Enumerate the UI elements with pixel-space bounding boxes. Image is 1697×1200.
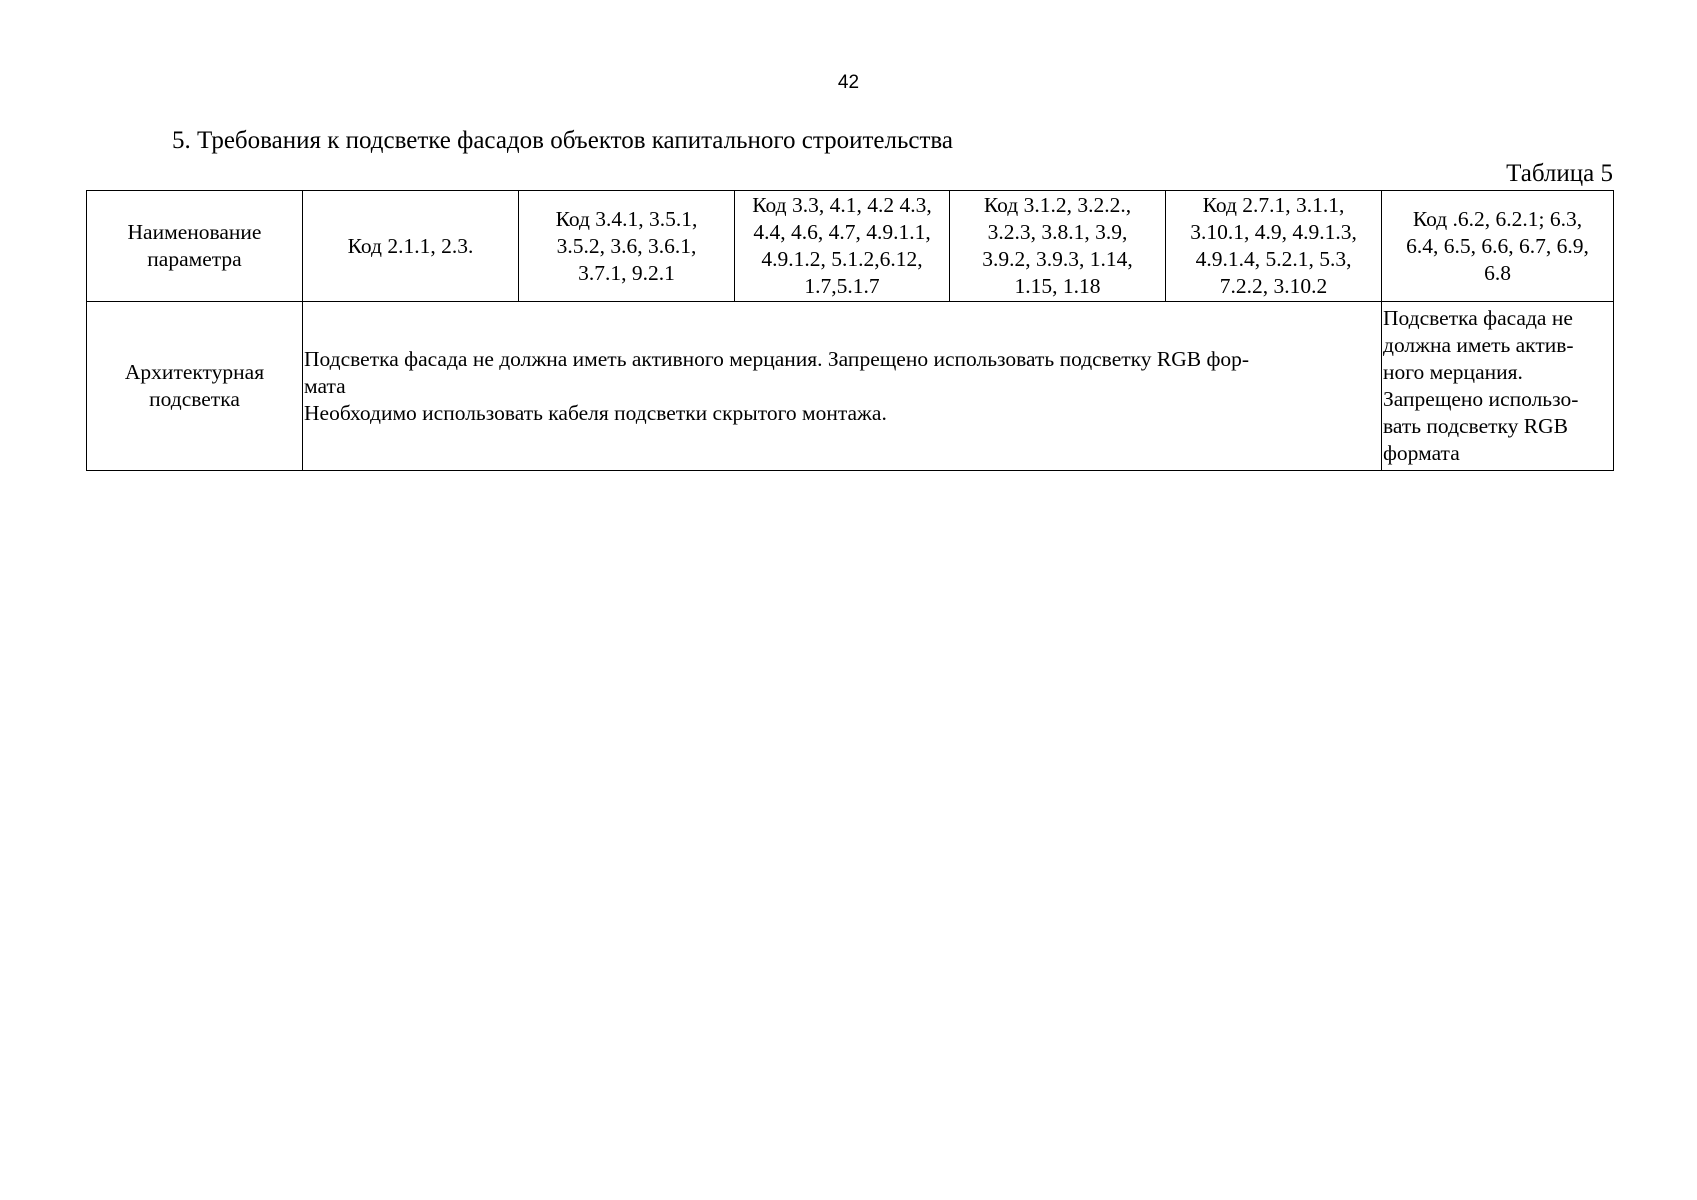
requirement-text-line: Подсветка фасада не	[1383, 306, 1573, 330]
header-code-line: Код 2.7.1, 3.1.1,	[1202, 193, 1345, 217]
section-title: 5. Требования к подсветке фасадов объектов капитального строительства	[172, 127, 953, 154]
header-code-line: 3.7.1, 9.2.1	[578, 260, 675, 285]
header-code-line: 4.4, 4.6, 4.7, 4.9.1.1,	[753, 220, 931, 244]
table-header-row	[87, 191, 1614, 302]
header-code-line: 1.7,5.1.7	[804, 274, 880, 298]
header-code-line: 4.9.1.4, 5.2.1, 5.3,	[1195, 247, 1352, 271]
row-last-requirement-cell	[1382, 302, 1614, 471]
requirement-text-line: Запрещено использо-	[1383, 387, 1579, 411]
header-code-line: 6.4, 6.5, 6.6, 6.7, 6.9,	[1406, 233, 1589, 258]
header-code-cell-4	[950, 191, 1166, 302]
requirement-text-line: вать подсветку RGB	[1383, 414, 1568, 438]
table-caption: Таблица 5	[1506, 160, 1613, 187]
requirement-text-line: ного мерцания.	[1383, 360, 1523, 384]
header-code-line: 1.15, 1.18	[1014, 274, 1101, 298]
header-code-line: 7.2.2, 3.10.2	[1219, 274, 1328, 298]
requirements-table	[86, 190, 1614, 471]
requirement-text-line: должна иметь актив-	[1383, 333, 1574, 357]
header-param-name-line: параметра	[147, 247, 242, 271]
header-param-name-line: Наименование	[127, 220, 262, 244]
header-code-line: 3.5.2, 3.6, 3.6.1,	[556, 233, 697, 258]
requirement-text-line: Необходимо использовать кабеля подсветки скрытого монтажа.	[304, 400, 887, 425]
row-main-requirement-cell	[303, 302, 1382, 471]
header-code-cell-1	[303, 191, 519, 302]
page-number: 42	[837, 72, 860, 93]
requirement-text-line: формата	[1383, 441, 1460, 465]
header-code-line: 4.9.1.2, 5.1.2,6.12,	[761, 247, 923, 271]
row-param-name-cell	[87, 302, 303, 471]
header-code-line: Код 3.1.2, 3.2.2.,	[983, 193, 1132, 217]
header-code-line: 6.8	[1484, 260, 1511, 285]
header-code-cell-2	[519, 191, 735, 302]
table-row	[87, 302, 1614, 471]
header-code-cell-3	[735, 191, 950, 302]
header-code-cell-5	[1166, 191, 1382, 302]
requirement-text-line: Подсветка фасада не должна иметь активного мерцания. Запрещено использовать подсветку RGB фор-	[304, 346, 1250, 371]
header-code-line: Код .6.2, 6.2.1; 6.3,	[1412, 206, 1583, 231]
header-code-line: Код 3.4.1, 3.5.1,	[555, 206, 698, 231]
header-code-line: 3.10.1, 4.9, 4.9.1.3,	[1190, 220, 1357, 244]
header-param-name-cell	[87, 191, 303, 302]
header-code-line: 3.9.2, 3.9.3, 1.14,	[982, 247, 1133, 271]
requirement-text-line: мата	[304, 373, 346, 398]
header-code-line: Код 3.3, 4.1, 4.2 4.3,	[752, 193, 932, 217]
header-code-line: 3.2.3, 3.8.1, 3.9,	[987, 220, 1128, 244]
header-code-line: Код 2.1.1, 2.3.	[347, 233, 474, 258]
row-param-name-line: Архитектурная	[124, 360, 265, 384]
row-param-name-line: подсветка	[149, 387, 240, 411]
header-code-cell-6	[1382, 191, 1614, 302]
